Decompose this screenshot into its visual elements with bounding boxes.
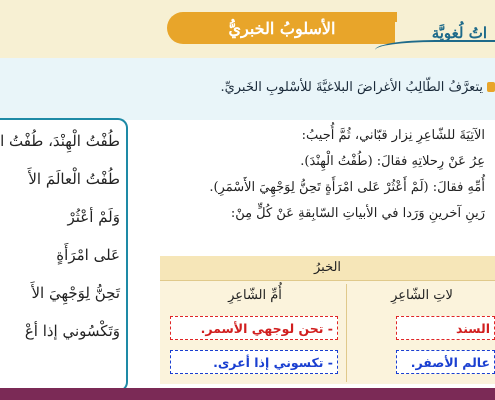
objective-text: يتعرَّفُ الطّالِبُ الأغراضَ البلاغيَّةَ للأسْلوبِ الخَبريِّ. [220, 80, 483, 95]
top-banner [0, 0, 495, 58]
lesson-title: الأسلوبُ الخبريُّ [228, 18, 336, 38]
instruction-line: أُمِّهِ فقالَ: (لَمْ أَعْثُرْ عَلى امْرَأَةٍ تَحِنُّ لِوَجْهِيَ الأَسْمَرِ). [209, 180, 485, 195]
answer-field[interactable]: السند [396, 316, 495, 340]
column-header-mother: أُمِّ الشّاعِرِ [228, 288, 282, 303]
poem-line: وَتَكْسُوني إذا أعْ [24, 322, 120, 340]
lesson-title-tab [167, 12, 397, 44]
answer-table [160, 256, 495, 384]
instruction-line: رَينِ آخرينِ وَرَدا في الأبياتِ السّابِقةِ عَنْ كُلٍّ مِنْ: [230, 206, 485, 221]
table-header: الخبرُ [160, 256, 495, 281]
decorative-wave [375, 40, 495, 60]
poem-line: تَحِنُّ لِوَجْهِيَ الأَ [31, 284, 120, 302]
answer-field[interactable]: عالم الأصفر. [396, 350, 495, 374]
poem-line: وَلَمْ أعْثُرْ [67, 208, 120, 226]
unit-title: اتُ لُغويَّة [431, 24, 487, 42]
poem-line: طُفْتُ الْهِنْدَ، طُفْتُ ا [0, 132, 120, 150]
column-header-trips: لاتِ الشّاعِرِ [391, 288, 453, 303]
bottom-bar [0, 388, 495, 400]
instruction-line: عِرُ عَنْ رِحلاتِهِ فقالَ: (طُفْتُ الْهِنْدَ). [300, 154, 485, 169]
poem-line: عَلى امْرَأَةٍ [56, 246, 120, 264]
column-divider [346, 284, 347, 382]
poem-line: طُفْتُ الْعالَمَ الأَ [28, 170, 120, 188]
objective-bar [0, 58, 495, 120]
instruction-line: الآتِيَةَ للشّاعِرِ نِزار قبّاني، ثُمَّ أُجيبُ: [301, 128, 485, 143]
answer-field[interactable]: - تكسوني إذا أعرى. [170, 350, 338, 374]
bullet-icon [487, 82, 495, 92]
poem-box [0, 118, 128, 392]
answer-field[interactable]: - تحن لوجهي الأسمر. [170, 316, 338, 340]
